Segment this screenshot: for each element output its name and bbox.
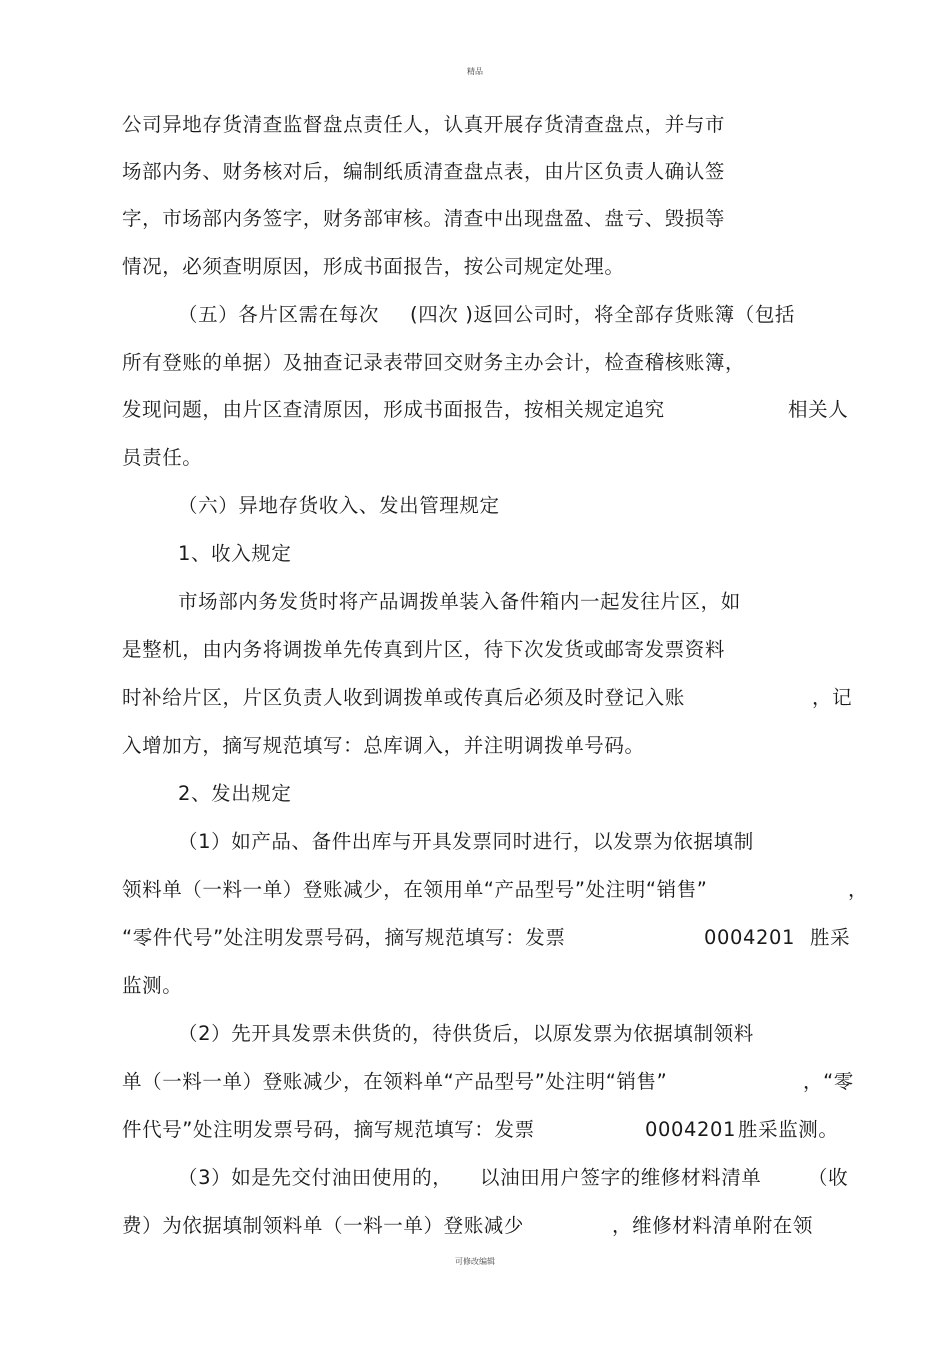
paragraph-line: 领料单（一料一单）登账减少，在领用单“产品型号”处注明“销售” [122,878,708,901]
paragraph-line: 入增加方，摘写规范填写：总库调入，并注明调拨单号码。 [122,734,645,757]
paragraph-line: （五）各片区需在每次 [178,303,380,326]
paragraph-line: （2）先开具发票未供货的，待供货后，以原发票为依据填制领料 [178,1022,754,1045]
page-footer: 可修改编辑 [455,1257,495,1266]
paragraph-line-segment: ，记 [812,686,853,709]
invoice-number: 0004201 [645,1118,737,1141]
paragraph-line: 公司异地存货清查监督盘点责任人，认真开展存货清查盘点，并与市 [122,113,726,136]
paragraph-line: 是整机，由内务将调拨单先传真到片区，待下次发货或邮寄发票资料 [122,638,726,661]
paragraph-line: 场部内务、财务核对后，编制纸质清查盘点表，由片区负责人确认签 [122,160,726,183]
paragraph-line: 情况，必须查明原因，形成书面报告，按公司规定处理。 [122,255,625,278]
page-header: 精品 [467,67,483,76]
paragraph-line: 费）为依据填制领料单（一料一单）登账减少 [122,1214,525,1237]
paragraph-line-segment: ，“零 [803,1070,854,1093]
paragraph-line-segment: 胜采监测。 [738,1118,839,1141]
section-heading: （六）异地存货收入、发出管理规定 [178,494,500,517]
paragraph-line: 所有登账的单据）及抽查记录表带回交财务主办会计，检查稽核账簿， [122,351,746,374]
sub-heading: 2、发出规定 [178,782,292,805]
paragraph-line: 单（一料一单）登账减少，在领料单“产品型号”处注明“销售” [122,1070,668,1093]
sub-heading: 1、收入规定 [178,542,292,565]
paragraph-line: （1）如产品、备件出库与开具发票同时进行，以发票为依据填制 [178,830,754,853]
paragraph-line-segment: 胜采 [810,926,851,949]
paragraph-line: 市场部内务发货时将产品调拨单装入备件箱内一起发往片区，如 [178,590,741,613]
paragraph-line: 件代号”处注明发票号码，摘写规范填写：发票 [122,1118,535,1141]
paragraph-line: “零件代号”处注明发票号码，摘写规范填写：发票 [122,926,566,949]
paragraph-line: （3）如是先交付油田使用的， [178,1166,453,1189]
paragraph-line: 时补给片区，片区负责人收到调拨单或传真后必须及时登记入账 [122,686,685,709]
paragraph-line-segment: ， [848,878,869,901]
paragraph-line: 监测。 [122,974,183,997]
paragraph-line-segment: （收 [808,1166,849,1189]
paragraph-line-segment: 以油田用户签字的维修材料清单 [480,1166,762,1189]
invoice-number: 0004201 [704,926,796,949]
paragraph-line: 字，市场部内务签字，财务部审核。清查中出现盘盈、盘亏、毁损等 [122,207,726,230]
paragraph-line: 发现问题，由片区查清原因，形成书面报告，按相关规定追究 [122,398,665,421]
paragraph-line-segment: (四次 )返回公司时，将全部存货账簿（包括 [410,303,796,326]
paragraph-line-segment: 相关人 [788,398,849,421]
paragraph-line: 员责任。 [122,446,203,469]
paragraph-line-segment: ，维修材料清单附在领 [612,1214,814,1237]
